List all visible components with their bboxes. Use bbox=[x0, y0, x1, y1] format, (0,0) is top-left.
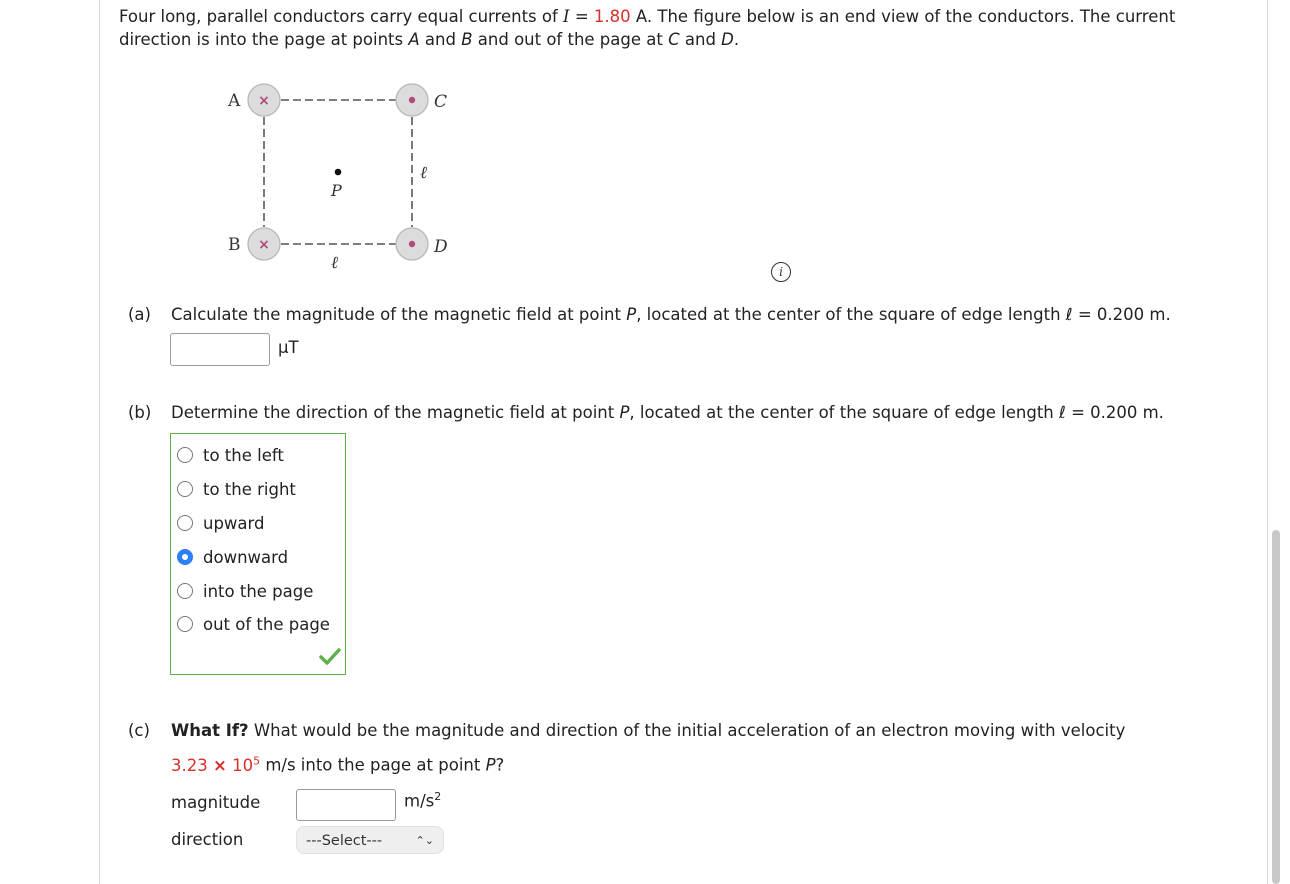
svg-text:×: × bbox=[258, 93, 270, 109]
magnitude-label: magnitude bbox=[171, 793, 261, 812]
label-b: B bbox=[228, 235, 241, 255]
part-a-label: (a) bbox=[128, 305, 151, 324]
current-value: 1.80 bbox=[593, 7, 631, 26]
direction-choices bbox=[170, 433, 346, 675]
radio-button[interactable] bbox=[177, 447, 193, 463]
label-a: A bbox=[228, 91, 241, 111]
part-c-velocity-line: $3.23 \times 10^5$ m/s into the page at point P? bbox=[171, 754, 505, 775]
part-a-question: (a) Calculate the magnitude of the magnetic field at point P, located at the center of the square of edge length ℓ = 0.200 m. bbox=[0, 303, 1290, 327]
conductor-figure bbox=[222, 80, 462, 280]
conductor-b bbox=[248, 228, 280, 260]
label-p: P bbox=[331, 181, 342, 200]
problem-statement: Four long, parallel conductors carry equal currents of I = 1.80 A. The figure below is an end view of the conductors. The current direction is into the page at points A and B and out of the page at C and D. bbox=[119, 7, 1176, 49]
unit-microtesla: μT bbox=[278, 338, 299, 357]
choice-upward[interactable]: upward bbox=[177, 511, 265, 535]
part-b-label: (b) bbox=[128, 403, 152, 422]
conductor-a bbox=[248, 84, 280, 116]
point-p-dot bbox=[335, 169, 342, 176]
radio-button[interactable] bbox=[177, 481, 193, 497]
choice-right[interactable]: to the right bbox=[177, 477, 296, 501]
svg-text:×: × bbox=[258, 237, 270, 253]
choice-downward[interactable]: downward bbox=[177, 545, 288, 569]
acceleration-magnitude-input[interactable] bbox=[296, 789, 396, 821]
label-c: C bbox=[434, 92, 448, 112]
content-right-border bbox=[1267, 0, 1268, 884]
magnetic-field-answer-input[interactable] bbox=[170, 333, 270, 366]
radio-button[interactable] bbox=[177, 583, 193, 599]
radio-button-selected[interactable] bbox=[177, 549, 193, 565]
unit-m-per-s2: $m/s^2$ bbox=[404, 790, 442, 811]
content-left-border bbox=[99, 0, 100, 884]
conductor-d bbox=[396, 228, 428, 260]
direction-label: direction bbox=[171, 830, 244, 849]
radio-button[interactable] bbox=[177, 616, 193, 632]
part-b-question: (b) Determine the direction of the magnetic field at point P, located at the center of the square of edge length ℓ = 0.200 m. bbox=[0, 401, 1290, 425]
part-c-question: (c) What If? What would be the magnitude and direction of the initial acceleration of an electron moving with velocity bbox=[0, 719, 1290, 743]
correct-check-icon bbox=[319, 648, 341, 666]
select-arrows-icon: ⌃⌄ bbox=[415, 834, 434, 847]
scrollbar-thumb[interactable] bbox=[1272, 530, 1280, 884]
info-icon[interactable]: i bbox=[771, 262, 791, 282]
label-ell-bottom: ℓ bbox=[331, 253, 339, 273]
direction-select[interactable]: ---Select--- ⌃⌄ bbox=[296, 826, 444, 854]
label-d: D bbox=[434, 237, 448, 257]
electron-velocity: $3.23 \times 10^5$ bbox=[171, 754, 261, 775]
conductor-c bbox=[396, 84, 428, 116]
choice-into-page[interactable]: into the page bbox=[177, 579, 313, 603]
radio-button[interactable] bbox=[177, 515, 193, 531]
part-c-label: (c) bbox=[128, 721, 150, 740]
choice-out-of-page[interactable]: out of the page bbox=[177, 612, 330, 636]
label-ell-side: ℓ bbox=[420, 163, 428, 183]
choice-left[interactable]: to the left bbox=[177, 443, 284, 467]
